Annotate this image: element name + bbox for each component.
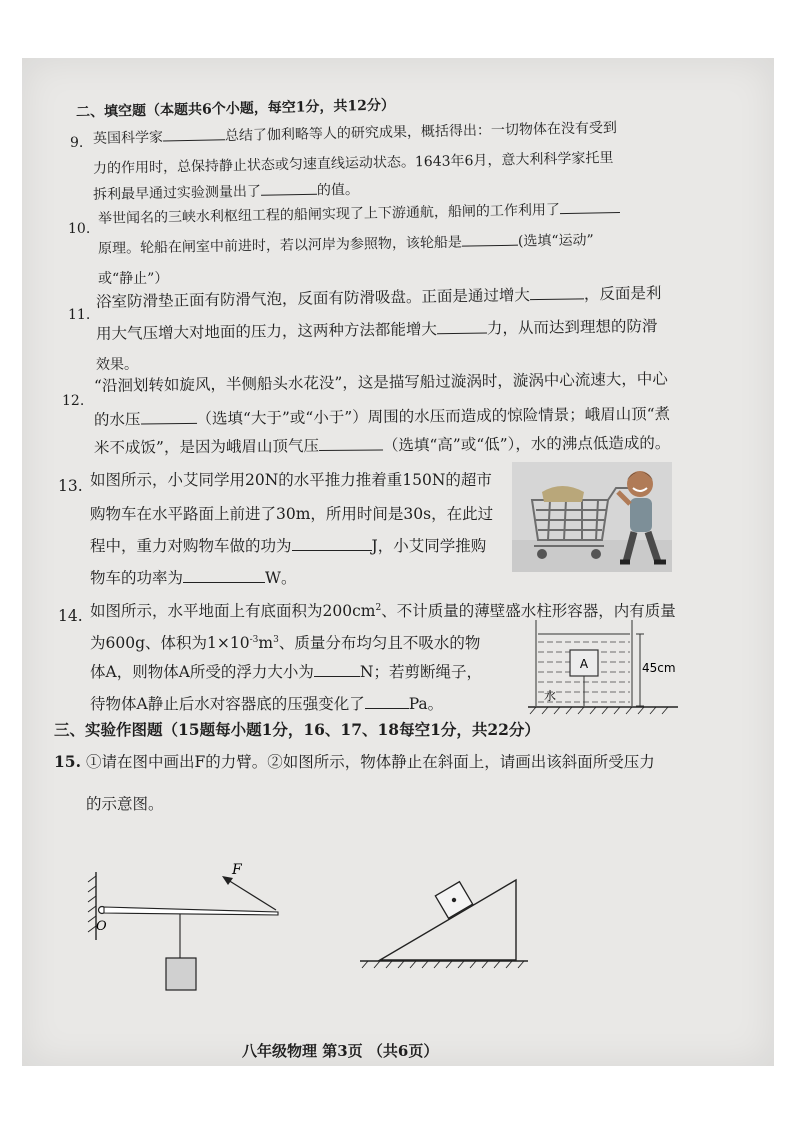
question-13-line-2: 购物车在水平路面上前进了30m，所用时间是30s，在此过 [90,505,494,523]
question-11-line-3: 效果。 [96,357,138,373]
q14-sup-2: -3 [249,635,259,645]
q13-blank-1[interactable] [292,538,372,551]
q12-text-3a: 米不成饭”，是因为峨眉山顶气压 [93,437,320,457]
water-label: 水 [544,689,557,703]
question-15-line-1: ①请在图中画出F的力臂。②如图所示，物体静止在斜面上，请画出该斜面所受压力 [86,753,655,771]
hanging-weight [166,958,196,990]
water-container-diagram [528,612,688,716]
q14-text-1a: 如图所示，水平地面上有底面积为200cm [90,602,376,621]
q11-text-2a: 用大气压增大对地面的压力，这两种方法都能增大 [95,320,438,343]
pivot-label: O [96,919,107,934]
q9-text-3b: 的值。 [316,181,360,199]
q14-text-2b: m [258,634,274,653]
question-11-number: 11. [68,307,91,323]
q13-blank-2[interactable] [183,570,265,583]
q14-text-2c: 、质量分布均匀且不吸水的物 [278,634,481,653]
q10-text-2a: 原理。轮船在闸室中前进时，若以河岸为参照物，该轮船是 [97,234,463,257]
lever-bar [104,907,278,915]
q13-text-3a: 程中，重力对购物车做的功为 [90,537,292,555]
q10-blank-2[interactable] [462,233,518,247]
question-12-line-1: “沿洄划转如旋风，半侧船头水花没”，这是描写船过漩涡时，漩涡中心流速大，中心 [93,369,668,395]
q12-text-2b: （选填“大于”或“小于”）周围的水压而造成的惊险情景；峨眉山顶“煮 [196,404,671,428]
q12-text-3b: （选填“高”或“低”），水的沸点低造成的。 [382,433,671,455]
q9-text-1a: 英国科学家 [92,129,164,147]
section-2-title: 二、填空题（本题共6个小题，每空1分，共12分） [75,97,396,121]
q13-text-4a: 物车的功率为 [90,569,184,587]
question-12-number: 12. [62,393,85,409]
q9-blank-2[interactable] [261,182,317,196]
question-10-line-3: 或“静止”） [98,271,169,287]
q14-text-2a: 为600g、体积为1×10 [90,634,250,653]
q9-text-1b: 总结了伽利略等人的研究成果，概括得出：一切物体在没有受到 [224,120,618,145]
q14-blank-1[interactable] [314,664,360,677]
q14-sup-1: 2 [375,603,382,613]
q9-text-3a: 拆利最早通过实验测量出了 [92,183,262,203]
q11-blank-1[interactable] [530,286,584,300]
question-13-line-3 [90,536,486,556]
q13-text-4b: W。 [265,569,297,587]
lever-diagram [82,858,292,998]
q12-blank-2[interactable] [319,437,383,451]
question-13-line-1: 如图所示，小艾同学用20N的水平推力推着重150N的超市 [90,471,492,489]
q14-text-3b: N；若剪断绳子， [359,663,482,681]
q9-blank-1[interactable] [163,127,225,141]
question-14-line-4 [90,694,443,714]
q12-text-2a: 的水压 [93,410,141,429]
page-footer: 八年级物理 第3页 （共6页） [242,1042,439,1060]
question-10-number: 10. [68,221,91,237]
q11-blank-2[interactable] [437,321,487,335]
question-14-line-2 [90,630,480,653]
question-14-number: 14. [58,607,83,625]
q10-blank-1[interactable] [560,200,620,214]
question-14-line-3 [90,662,482,682]
q14-text-1b: 、不计质量的薄壁盛水柱形容器，内有质量 [381,602,676,621]
q13-text-3b: J，小艾同学推购 [371,537,487,555]
q11-text-2b: 力，从而达到理想的防滑 [486,317,658,338]
q14-sup-3: 3 [273,635,279,645]
q11-text-1a: 浴室防滑垫正面有防滑气泡，反面有防滑吸盘。正面是通过增大 [95,286,531,311]
section-3-title: 三、实验作图题（15题每小题1分，16、17、18每空1分，共22分） [54,720,540,739]
question-9-line-2: 力的作用时，总保持静止状态或匀速直线运动状态。1643年6月，意大利科学家托里 [92,150,614,177]
shopping-cart-illustration [512,462,672,572]
block-a-label: A [579,657,589,671]
question-13-number: 13. [58,477,83,495]
force-label: F [232,862,242,878]
q10-text-2b: (选填“运动” [517,232,594,250]
q14-text-4a: 待物体A静止后水对容器底的压强变化了 [90,695,365,713]
q14-text-4b: Pa。 [408,695,444,713]
incline-diagram [356,862,532,972]
height-label: 45cm [642,661,676,675]
question-15-number: 15. [54,752,81,771]
q11-text-1b: ，反面是利 [583,284,662,304]
q12-blank-1[interactable] [140,411,196,425]
q14-text-3a: 体A，则物体A所受的浮力大小为 [90,663,314,681]
q10-text-1: 举世闻名的三峡水利枢纽工程的船闸实现了上下游通航，船闸的工作利用了 [97,202,561,227]
question-15-line-2: 的示意图。 [86,795,164,813]
question-9-number: 9. [70,135,84,151]
question-13-line-4 [90,568,296,588]
q14-blank-2[interactable] [365,696,409,709]
